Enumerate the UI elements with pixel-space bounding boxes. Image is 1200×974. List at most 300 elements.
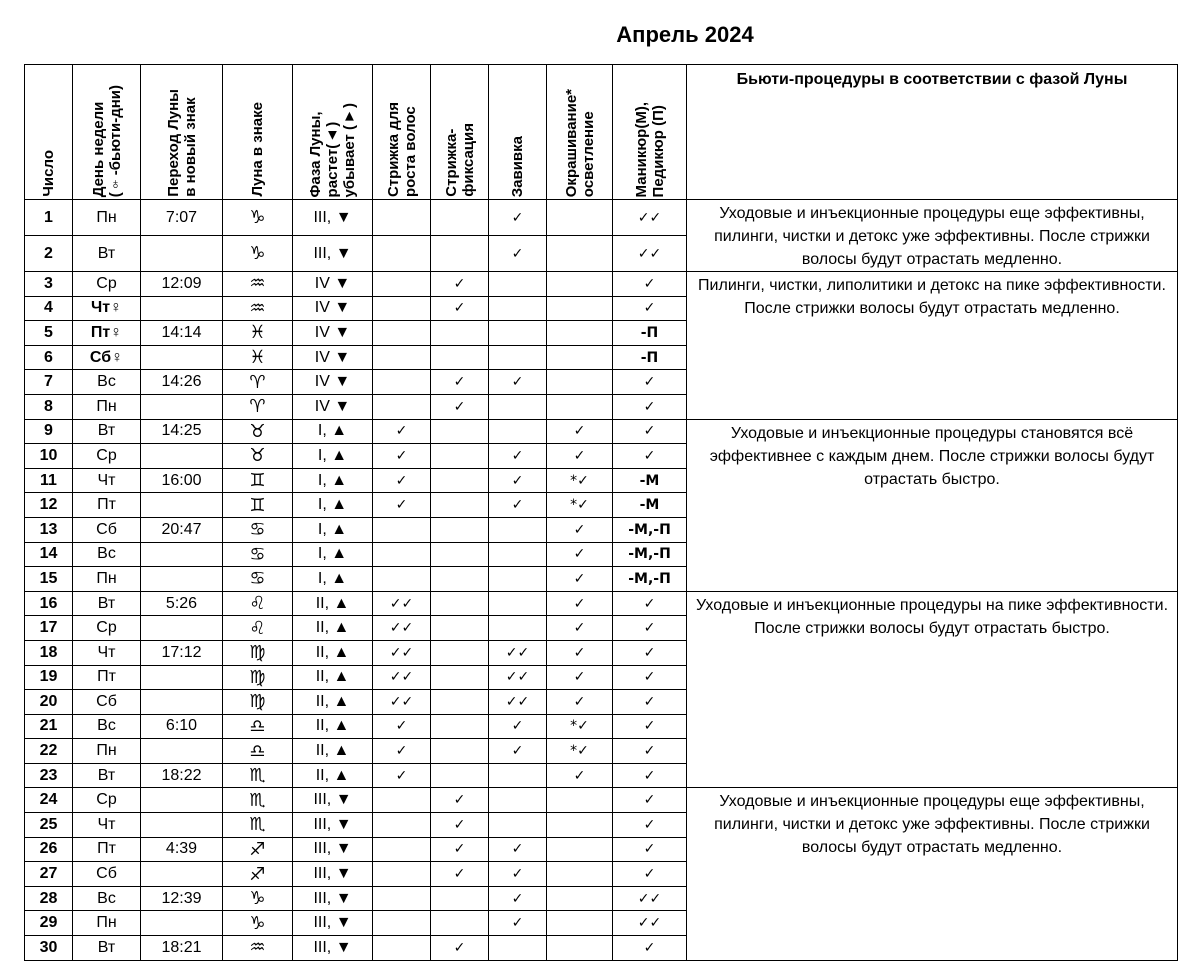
cell-transit-time xyxy=(141,542,223,567)
cell-procedure-description: Пилинги, чистки, липолитики и детокс на пике эффективности. После стрижки волосы будут отрастать медленно. xyxy=(687,272,1178,420)
cell-moon-phase: IV ▼ xyxy=(293,345,373,370)
cell-moon-phase: III, ▼ xyxy=(293,886,373,911)
cell-coloring: ✓ xyxy=(547,542,613,567)
cell-zodiac-sign-icon: ♉ xyxy=(223,444,293,469)
cell-coloring: ✓ xyxy=(547,640,613,665)
cell-zodiac-sign-icon: ♈ xyxy=(223,394,293,419)
cell-coloring: ✓ xyxy=(547,665,613,690)
cell-day-number: 10 xyxy=(25,444,73,469)
cell-coloring xyxy=(547,788,613,813)
cell-haircut-fixation: ✓ xyxy=(431,788,489,813)
cell-perm: ✓ xyxy=(489,200,547,236)
cell-manicure-pedicure: ✓ xyxy=(613,813,687,838)
cell-haircut-fixation xyxy=(431,321,489,346)
cell-haircut-fixation: ✓ xyxy=(431,272,489,297)
cell-coloring xyxy=(547,272,613,297)
cell-coloring: ✓ xyxy=(547,419,613,444)
cell-manicure-pedicure: -П xyxy=(613,321,687,346)
cell-perm xyxy=(489,936,547,961)
cell-haircut-fixation xyxy=(431,567,489,592)
cell-weekday: Ср xyxy=(73,616,141,641)
cell-haircut-fixation: ✓ xyxy=(431,394,489,419)
cell-haircut-growth: ✓ xyxy=(373,419,431,444)
cell-coloring: ✓ xyxy=(547,517,613,542)
cell-weekday: Вт xyxy=(73,419,141,444)
cell-perm: ✓ xyxy=(489,444,547,469)
cell-zodiac-sign-icon: ♒ xyxy=(223,272,293,297)
cell-haircut-fixation xyxy=(431,468,489,493)
cell-day-number: 8 xyxy=(25,394,73,419)
cell-zodiac-sign-icon: ♌ xyxy=(223,616,293,641)
cell-haircut-growth xyxy=(373,272,431,297)
cell-haircut-growth xyxy=(373,394,431,419)
cell-weekday: Вс xyxy=(73,370,141,395)
header-transit: Переход Луны в новый знак xyxy=(141,65,223,200)
cell-haircut-fixation xyxy=(431,542,489,567)
cell-perm: ✓ xyxy=(489,714,547,739)
cell-zodiac-sign-icon: ♌ xyxy=(223,591,293,616)
cell-transit-time xyxy=(141,616,223,641)
cell-perm: ✓✓ xyxy=(489,665,547,690)
cell-zodiac-sign-icon: ♊ xyxy=(223,493,293,518)
cell-weekday: Сб xyxy=(73,690,141,715)
cell-haircut-fixation xyxy=(431,640,489,665)
cell-zodiac-sign-icon: ♐ xyxy=(223,862,293,887)
header-perm: Завивка xyxy=(489,65,547,200)
cell-weekday: Чт xyxy=(73,640,141,665)
cell-transit-time: 14:14 xyxy=(141,321,223,346)
cell-moon-phase: III, ▼ xyxy=(293,911,373,936)
table-body xyxy=(25,200,1178,961)
cell-transit-time xyxy=(141,665,223,690)
cell-manicure-pedicure: ✓ xyxy=(613,739,687,764)
cell-day-number: 7 xyxy=(25,370,73,395)
cell-perm xyxy=(489,517,547,542)
cell-haircut-fixation xyxy=(431,236,489,272)
cell-zodiac-sign-icon: ♑ xyxy=(223,886,293,911)
cell-haircut-growth: ✓ xyxy=(373,444,431,469)
cell-weekday: Чт xyxy=(73,468,141,493)
cell-manicure-pedicure: ✓✓ xyxy=(613,886,687,911)
cell-manicure-pedicure: ✓ xyxy=(613,640,687,665)
cell-procedure-description: Уходовые и инъекционные процедуры еще эффективны, пилинги, чистки и детокс уже эффективны. После стрижки волосы будут отрастать медленно. xyxy=(687,200,1178,272)
cell-day-number: 26 xyxy=(25,837,73,862)
cell-moon-phase: I, ▲ xyxy=(293,468,373,493)
header-growth: Стрижка для роста волос xyxy=(373,65,431,200)
cell-weekday: Пн xyxy=(73,394,141,419)
cell-perm xyxy=(489,616,547,641)
cell-transit-time xyxy=(141,394,223,419)
cell-moon-phase: I, ▲ xyxy=(293,517,373,542)
cell-perm: ✓ xyxy=(489,911,547,936)
cell-weekday: Вт xyxy=(73,936,141,961)
cell-day-number: 21 xyxy=(25,714,73,739)
cell-haircut-growth xyxy=(373,936,431,961)
cell-transit-time xyxy=(141,911,223,936)
cell-transit-time: 18:22 xyxy=(141,763,223,788)
header-row xyxy=(25,65,1178,200)
cell-moon-phase: II, ▲ xyxy=(293,763,373,788)
table-row xyxy=(25,788,1178,813)
cell-coloring xyxy=(547,936,613,961)
cell-perm xyxy=(489,788,547,813)
cell-zodiac-sign-icon: ♑ xyxy=(223,236,293,272)
cell-haircut-growth: ✓ xyxy=(373,468,431,493)
cell-weekday: Сб xyxy=(73,517,141,542)
cell-moon-phase: I, ▲ xyxy=(293,493,373,518)
cell-day-number: 2 xyxy=(25,236,73,272)
cell-day-number: 1 xyxy=(25,200,73,236)
cell-transit-time xyxy=(141,739,223,764)
cell-perm: ✓ xyxy=(489,739,547,764)
cell-haircut-fixation xyxy=(431,763,489,788)
cell-transit-time: 6:10 xyxy=(141,714,223,739)
cell-haircut-growth xyxy=(373,296,431,321)
cell-haircut-fixation xyxy=(431,517,489,542)
cell-day-number: 9 xyxy=(25,419,73,444)
cell-haircut-growth xyxy=(373,236,431,272)
cell-transit-time: 12:39 xyxy=(141,886,223,911)
cell-haircut-fixation xyxy=(431,690,489,715)
cell-haircut-fixation xyxy=(431,739,489,764)
cell-zodiac-sign-icon: ♒ xyxy=(223,936,293,961)
cell-day-number: 24 xyxy=(25,788,73,813)
cell-coloring xyxy=(547,236,613,272)
cell-transit-time xyxy=(141,236,223,272)
cell-transit-time: 20:47 xyxy=(141,517,223,542)
cell-transit-time: 12:09 xyxy=(141,272,223,297)
cell-transit-time: 16:00 xyxy=(141,468,223,493)
cell-moon-phase: III, ▼ xyxy=(293,788,373,813)
cell-haircut-growth xyxy=(373,788,431,813)
cell-weekday: Чт xyxy=(73,813,141,838)
cell-haircut-growth xyxy=(373,837,431,862)
cell-transit-time xyxy=(141,296,223,321)
cell-haircut-growth xyxy=(373,517,431,542)
cell-haircut-growth: ✓✓ xyxy=(373,640,431,665)
cell-perm xyxy=(489,272,547,297)
header-desc: Бьюти-процедуры в соответствии с фазой Луны xyxy=(687,65,1178,200)
cell-haircut-growth: ✓✓ xyxy=(373,616,431,641)
cell-zodiac-sign-icon: ♍ xyxy=(223,640,293,665)
cell-moon-phase: I, ▲ xyxy=(293,419,373,444)
cell-haircut-growth xyxy=(373,813,431,838)
cell-day-number: 16 xyxy=(25,591,73,616)
cell-weekday: Пт♀ xyxy=(73,321,141,346)
cell-perm: ✓ xyxy=(489,862,547,887)
cell-perm: ✓✓ xyxy=(489,690,547,715)
cell-perm xyxy=(489,394,547,419)
cell-coloring: *✓ xyxy=(547,739,613,764)
cell-manicure-pedicure: ✓ xyxy=(613,837,687,862)
cell-zodiac-sign-icon: ♋ xyxy=(223,542,293,567)
table-row xyxy=(25,272,1178,297)
cell-haircut-fixation xyxy=(431,665,489,690)
table-row xyxy=(25,591,1178,616)
cell-haircut-growth xyxy=(373,862,431,887)
cell-moon-phase: III, ▼ xyxy=(293,200,373,236)
cell-day-number: 14 xyxy=(25,542,73,567)
cell-haircut-growth: ✓ xyxy=(373,493,431,518)
cell-transit-time: 14:25 xyxy=(141,419,223,444)
cell-day-number: 17 xyxy=(25,616,73,641)
cell-perm xyxy=(489,567,547,592)
cell-manicure-pedicure: -П xyxy=(613,345,687,370)
cell-moon-phase: II, ▲ xyxy=(293,739,373,764)
cell-day-number: 5 xyxy=(25,321,73,346)
cell-day-number: 30 xyxy=(25,936,73,961)
cell-weekday: Ср xyxy=(73,444,141,469)
cell-procedure-description: Уходовые и инъекционные процедуры еще эффективны, пилинги, чистки и детокс уже эффективны. После стрижки волосы будут отрастать медленно. xyxy=(687,788,1178,960)
cell-day-number: 3 xyxy=(25,272,73,297)
header-phase: Фаза Луны, растет(▲) убывает (▼) xyxy=(293,65,373,200)
cell-weekday: Пт xyxy=(73,493,141,518)
cell-haircut-growth: ✓✓ xyxy=(373,591,431,616)
cell-weekday: Чт♀ xyxy=(73,296,141,321)
cell-transit-time xyxy=(141,567,223,592)
cell-coloring xyxy=(547,813,613,838)
cell-weekday: Сб xyxy=(73,862,141,887)
cell-haircut-growth xyxy=(373,567,431,592)
cell-perm: ✓ xyxy=(489,468,547,493)
cell-coloring: ✓ xyxy=(547,591,613,616)
cell-manicure-pedicure: ✓ xyxy=(613,419,687,444)
cell-moon-phase: III, ▼ xyxy=(293,837,373,862)
cell-zodiac-sign-icon: ♏ xyxy=(223,763,293,788)
cell-haircut-growth: ✓✓ xyxy=(373,690,431,715)
cell-manicure-pedicure: ✓ xyxy=(613,394,687,419)
cell-perm: ✓ xyxy=(489,886,547,911)
cell-haircut-fixation xyxy=(431,911,489,936)
cell-perm xyxy=(489,813,547,838)
cell-weekday: Ср xyxy=(73,788,141,813)
cell-weekday: Ср xyxy=(73,272,141,297)
cell-coloring: *✓ xyxy=(547,714,613,739)
cell-moon-phase: II, ▲ xyxy=(293,665,373,690)
cell-haircut-growth xyxy=(373,200,431,236)
cell-coloring: ✓ xyxy=(547,690,613,715)
cell-coloring xyxy=(547,370,613,395)
cell-perm xyxy=(489,345,547,370)
cell-haircut-fixation: ✓ xyxy=(431,296,489,321)
cell-moon-phase: I, ▲ xyxy=(293,444,373,469)
cell-haircut-fixation xyxy=(431,591,489,616)
cell-zodiac-sign-icon: ♓ xyxy=(223,345,293,370)
cell-manicure-pedicure: ✓✓ xyxy=(613,200,687,236)
cell-moon-phase: III, ▼ xyxy=(293,236,373,272)
cell-weekday: Пн xyxy=(73,739,141,764)
cell-weekday: Пн xyxy=(73,200,141,236)
cell-moon-phase: II, ▲ xyxy=(293,640,373,665)
cell-moon-phase: II, ▲ xyxy=(293,690,373,715)
cell-coloring: ✓ xyxy=(547,616,613,641)
cell-zodiac-sign-icon: ♈ xyxy=(223,370,293,395)
cell-manicure-pedicure: -М xyxy=(613,493,687,518)
cell-coloring xyxy=(547,345,613,370)
cell-zodiac-sign-icon: ♊ xyxy=(223,468,293,493)
cell-weekday: Вт xyxy=(73,236,141,272)
cell-zodiac-sign-icon: ♉ xyxy=(223,419,293,444)
cell-manicure-pedicure: ✓ xyxy=(613,788,687,813)
header-num: Число xyxy=(25,65,73,200)
cell-day-number: 15 xyxy=(25,567,73,592)
cell-zodiac-sign-icon: ♎ xyxy=(223,714,293,739)
cell-day-number: 19 xyxy=(25,665,73,690)
cell-transit-time xyxy=(141,813,223,838)
cell-weekday: Вт xyxy=(73,591,141,616)
cell-perm: ✓ xyxy=(489,370,547,395)
cell-haircut-growth xyxy=(373,321,431,346)
cell-day-number: 29 xyxy=(25,911,73,936)
cell-transit-time: 17:12 xyxy=(141,640,223,665)
page-title: Апрель 2024 xyxy=(616,22,754,47)
cell-coloring xyxy=(547,886,613,911)
cell-moon-phase: III, ▼ xyxy=(293,936,373,961)
cell-coloring: ✓ xyxy=(547,763,613,788)
cell-perm xyxy=(489,542,547,567)
cell-coloring xyxy=(547,862,613,887)
cell-coloring xyxy=(547,321,613,346)
cell-zodiac-sign-icon: ♍ xyxy=(223,665,293,690)
cell-weekday: Вс xyxy=(73,714,141,739)
cell-transit-time: 7:07 xyxy=(141,200,223,236)
cell-day-number: 6 xyxy=(25,345,73,370)
cell-perm: ✓ xyxy=(489,493,547,518)
cell-manicure-pedicure: ✓ xyxy=(613,690,687,715)
cell-haircut-fixation xyxy=(431,419,489,444)
cell-moon-phase: I, ▲ xyxy=(293,542,373,567)
cell-manicure-pedicure: ✓ xyxy=(613,862,687,887)
cell-transit-time xyxy=(141,444,223,469)
cell-manicure-pedicure: ✓ xyxy=(613,714,687,739)
cell-haircut-growth: ✓✓ xyxy=(373,665,431,690)
cell-manicure-pedicure: ✓✓ xyxy=(613,911,687,936)
cell-zodiac-sign-icon: ♋ xyxy=(223,517,293,542)
cell-perm: ✓ xyxy=(489,837,547,862)
cell-transit-time: 18:21 xyxy=(141,936,223,961)
cell-weekday: Пт xyxy=(73,665,141,690)
cell-haircut-growth xyxy=(373,542,431,567)
cell-moon-phase: IV ▼ xyxy=(293,370,373,395)
header-fix: Стрижка- фиксация xyxy=(431,65,489,200)
cell-coloring: ✓ xyxy=(547,444,613,469)
cell-day-number: 25 xyxy=(25,813,73,838)
cell-weekday: Пн xyxy=(73,567,141,592)
lunar-calendar-table xyxy=(24,64,1178,961)
cell-day-number: 12 xyxy=(25,493,73,518)
cell-haircut-growth xyxy=(373,886,431,911)
cell-coloring xyxy=(547,911,613,936)
header-nails: Маникюр(М), Педикюр (П) xyxy=(613,65,687,200)
cell-perm xyxy=(489,419,547,444)
cell-manicure-pedicure: -М,-П xyxy=(613,542,687,567)
cell-haircut-fixation xyxy=(431,200,489,236)
cell-day-number: 27 xyxy=(25,862,73,887)
cell-haircut-growth: ✓ xyxy=(373,763,431,788)
cell-moon-phase: IV ▼ xyxy=(293,272,373,297)
cell-transit-time: 4:39 xyxy=(141,837,223,862)
cell-moon-phase: II, ▲ xyxy=(293,714,373,739)
cell-manicure-pedicure: ✓✓ xyxy=(613,236,687,272)
cell-zodiac-sign-icon: ♑ xyxy=(223,911,293,936)
cell-day-number: 28 xyxy=(25,886,73,911)
cell-haircut-fixation xyxy=(431,345,489,370)
cell-coloring xyxy=(547,837,613,862)
cell-weekday: Пн xyxy=(73,911,141,936)
cell-haircut-growth xyxy=(373,345,431,370)
cell-moon-phase: IV ▼ xyxy=(293,394,373,419)
cell-zodiac-sign-icon: ♓ xyxy=(223,321,293,346)
cell-coloring: *✓ xyxy=(547,468,613,493)
table-row xyxy=(25,419,1178,444)
cell-transit-time xyxy=(141,862,223,887)
cell-perm: ✓ xyxy=(489,236,547,272)
cell-zodiac-sign-icon: ♐ xyxy=(223,837,293,862)
cell-day-number: 13 xyxy=(25,517,73,542)
cell-perm: ✓✓ xyxy=(489,640,547,665)
cell-manicure-pedicure: ✓ xyxy=(613,763,687,788)
cell-moon-phase: III, ▼ xyxy=(293,813,373,838)
cell-manicure-pedicure: ✓ xyxy=(613,665,687,690)
cell-zodiac-sign-icon: ♋ xyxy=(223,567,293,592)
cell-moon-phase: II, ▲ xyxy=(293,591,373,616)
cell-manicure-pedicure: ✓ xyxy=(613,616,687,641)
cell-coloring xyxy=(547,394,613,419)
cell-day-number: 20 xyxy=(25,690,73,715)
cell-zodiac-sign-icon: ♏ xyxy=(223,788,293,813)
cell-perm xyxy=(489,591,547,616)
cell-haircut-growth: ✓ xyxy=(373,714,431,739)
cell-haircut-fixation: ✓ xyxy=(431,813,489,838)
cell-manicure-pedicure: ✓ xyxy=(613,936,687,961)
cell-zodiac-sign-icon: ♏ xyxy=(223,813,293,838)
cell-transit-time: 14:26 xyxy=(141,370,223,395)
cell-moon-phase: III, ▼ xyxy=(293,862,373,887)
cell-weekday: Вс xyxy=(73,542,141,567)
cell-haircut-fixation: ✓ xyxy=(431,370,489,395)
cell-manicure-pedicure: ✓ xyxy=(613,272,687,297)
cell-day-number: 4 xyxy=(25,296,73,321)
cell-manicure-pedicure: ✓ xyxy=(613,296,687,321)
cell-weekday: Пт xyxy=(73,837,141,862)
cell-perm xyxy=(489,763,547,788)
cell-day-number: 23 xyxy=(25,763,73,788)
cell-day-number: 11 xyxy=(25,468,73,493)
cell-coloring xyxy=(547,296,613,321)
cell-weekday: Вт xyxy=(73,763,141,788)
cell-moon-phase: I, ▲ xyxy=(293,567,373,592)
cell-haircut-fixation xyxy=(431,886,489,911)
cell-haircut-fixation: ✓ xyxy=(431,837,489,862)
cell-haircut-fixation xyxy=(431,616,489,641)
cell-haircut-fixation xyxy=(431,714,489,739)
cell-procedure-description: Уходовые и инъекционные процедуры становятся всё эффективнее с каждым днем. После стрижки волосы будут отрастать быстро. xyxy=(687,419,1178,591)
cell-coloring: ✓ xyxy=(547,567,613,592)
cell-haircut-fixation xyxy=(431,444,489,469)
cell-zodiac-sign-icon: ♍ xyxy=(223,690,293,715)
cell-procedure-description: Уходовые и инъекционные процедуры на пике эффективности. После стрижки волосы будут отрастать быстро. xyxy=(687,591,1178,788)
cell-zodiac-sign-icon: ♒ xyxy=(223,296,293,321)
cell-transit-time xyxy=(141,345,223,370)
cell-perm xyxy=(489,321,547,346)
cell-weekday: Вс xyxy=(73,886,141,911)
cell-manicure-pedicure: ✓ xyxy=(613,370,687,395)
cell-haircut-fixation: ✓ xyxy=(431,862,489,887)
cell-day-number: 18 xyxy=(25,640,73,665)
cell-zodiac-sign-icon: ♑ xyxy=(223,200,293,236)
cell-perm xyxy=(489,296,547,321)
header-sign: Луна в знаке xyxy=(223,65,293,200)
